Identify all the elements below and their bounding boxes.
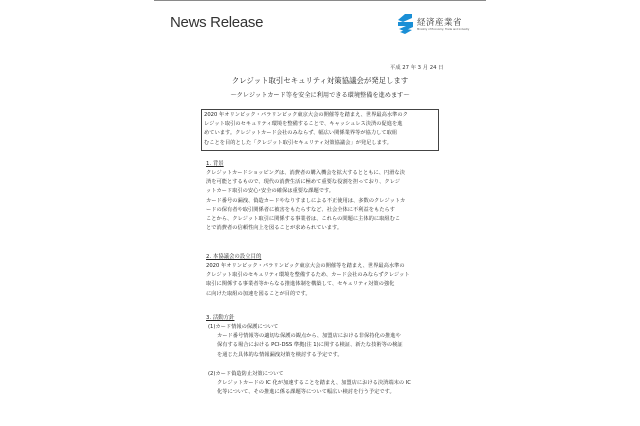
summary-line: 2020 年オリンピック・パラリンピック東京大会の開催等を踏まえ、世界最高水準のク bbox=[204, 112, 408, 118]
section-line: ことから、クレジット取引に関係する事業者は、これらの問題に主体的に取組むこ bbox=[206, 216, 401, 223]
section-line: 取引に関係する事業者等からなる推進体制を構築して、セキュリティ対策の強化 bbox=[206, 281, 395, 288]
subsection-line: カード番号情報等の適切な保護の観点から、加盟店における非保持化の推進や bbox=[217, 333, 401, 340]
subsection-line: クレジットカードの IC 化が加速することを踏まえ、加盟店における決済端末の IC bbox=[217, 380, 411, 387]
section-line: クレジット取引のセキュリティ環境を整備するため、カード会社のみならずクレジット bbox=[206, 272, 410, 279]
subsection-title: (2)カード偽造防止対策について bbox=[208, 370, 284, 377]
section-line: クレジットカードショッピングは、消費者の購入機会を拡大するとともに、円滑な決 bbox=[206, 170, 406, 176]
subsection-line: 保有する場合における PCI-DSS 準拠(注 1)に関する検証、新たな技術等の検証 bbox=[217, 342, 403, 349]
section-purpose bbox=[206, 253, 410, 299]
ministry-logo bbox=[397, 13, 489, 37]
subsection-line: を通じた具体的な情報漏洩対策を検討する予定です。 bbox=[217, 351, 343, 358]
section-line: 2020 年オリンピック・パラリンピック東京大会の開催等を踏まえ、世界最高水準の bbox=[206, 263, 405, 269]
ministry-name: 経済産業省 bbox=[417, 18, 463, 28]
section-line: ットカード取引の安心･安全の確保は重要な課題です。 bbox=[206, 188, 335, 195]
section-line: カード番号の漏洩、偽造カードやなりすましによる不正使用は、多数のクレジットカ bbox=[206, 197, 406, 204]
summary-line: レジット取引のセキュリティ環境を整備することで、キャッシュレス決済の促進を進 bbox=[204, 121, 403, 128]
section-heading: 1. 背景 bbox=[206, 161, 224, 167]
document-title: クレジット取引セキュリティ対策協議会が発足します bbox=[231, 76, 409, 85]
section-line: に向けた取組の加速を図ることが目的です。 bbox=[206, 290, 311, 297]
section-heading: 3. 活動方針 bbox=[206, 315, 235, 321]
section-activity-policy bbox=[206, 314, 411, 397]
summary-box bbox=[201, 109, 439, 151]
document-subtitle: ～クレジットカード等を安全に利用できる環境整備を進めます～ bbox=[230, 92, 410, 99]
section-line: とで消費者の信頼性向上を図ることが求められています。 bbox=[206, 225, 343, 232]
section-heading: 2. 本協議会の設立目的 bbox=[206, 254, 262, 260]
section-line: 済を可能とするもので、現代の消費生活に極めて重要な役割を担っており、クレジ bbox=[206, 179, 401, 186]
section-background bbox=[206, 160, 405, 233]
summary-line: むことを目的とした「クレジット取引セキュリティ対策協議会」が発足します。 bbox=[204, 139, 392, 146]
subsection-title: (1)カード情報の保護について bbox=[208, 324, 279, 330]
section-line: ードの保有者や取引関係者に被害をもたらすなど、社会全体に不利益をもたらす bbox=[206, 206, 395, 213]
news-release-label: News Release bbox=[170, 14, 264, 31]
release-date: 平成 27 年 3 月 24 日 bbox=[390, 65, 444, 71]
meti-logo-icon bbox=[397, 13, 414, 35]
subsection-line: 化等について、その推進に係る課題等について幅広い検討を行う予定です。 bbox=[217, 389, 395, 396]
ministry-subtitle: Ministry of Economy, Trade and Industry bbox=[417, 28, 470, 31]
header-rule bbox=[154, 0, 486, 1]
summary-line: めています。クレジットカード会社のみならず、幅広い関係業界等が協力して取組 bbox=[204, 130, 398, 137]
